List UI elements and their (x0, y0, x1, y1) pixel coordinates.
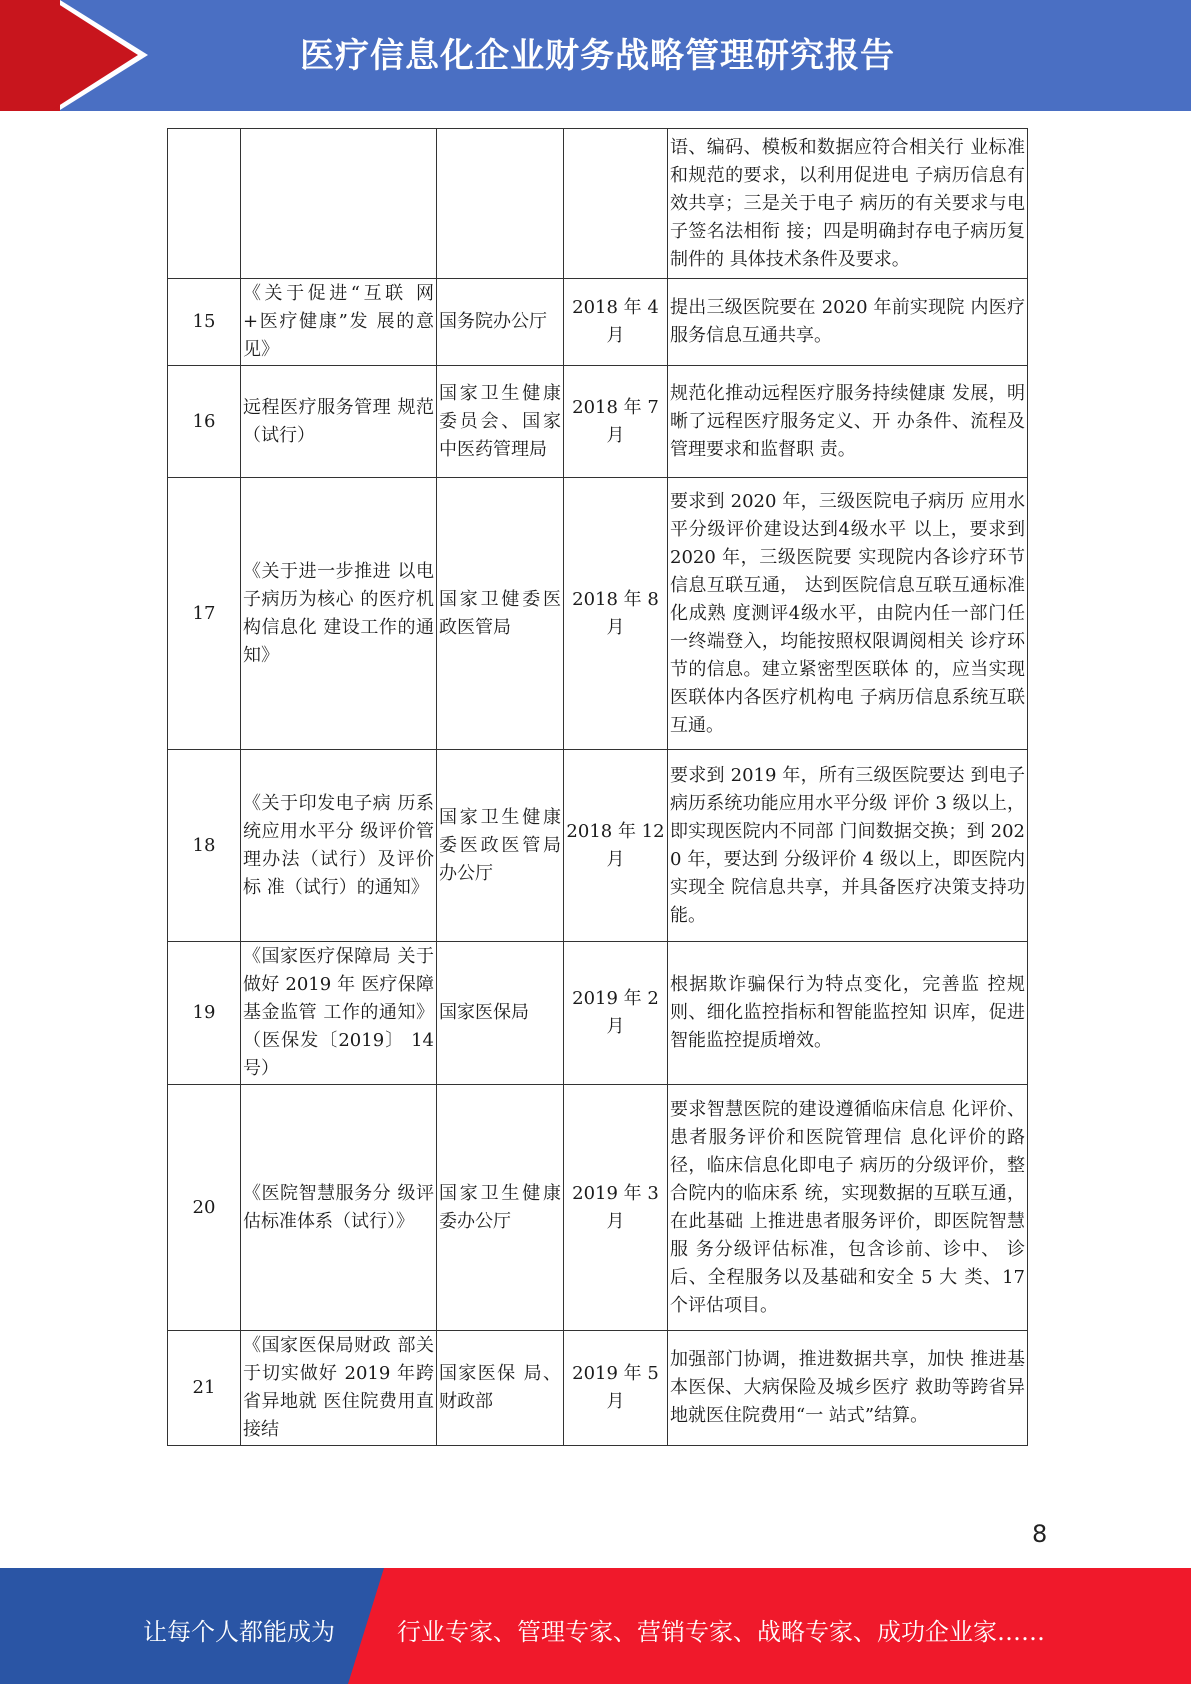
issue-date: 2018 年 12 月 (564, 750, 668, 942)
issue-date: 2019 年 5月 (564, 1331, 668, 1446)
issuing-org: 国家卫生健康委办公厅 (437, 1085, 564, 1331)
policy-name (241, 129, 437, 279)
row-number: 16 (168, 366, 241, 478)
row-number: 21 (168, 1331, 241, 1446)
issuing-org: 国务院办公厅 (437, 279, 564, 366)
table-row (168, 478, 1028, 750)
issue-date: 2019 年 2月 (564, 942, 668, 1085)
issuing-org: 国家医保局 (437, 942, 564, 1085)
table-row (168, 1085, 1028, 1331)
policy-description: 加强部门协调，推进数据共享，加快 推进基本医保、大病保险及城乡医疗 救助等跨省异地就医住院费用“一 站式”结算。 (668, 1331, 1028, 1446)
page-number: 8 (1032, 1520, 1048, 1548)
policy-name: 《医院智慧服务分 级评估标准体系（试行）》 (241, 1085, 437, 1331)
table-row (168, 750, 1028, 942)
row-number: 17 (168, 478, 241, 750)
policy-table (167, 128, 1028, 1446)
table-row (168, 942, 1028, 1085)
issue-date: 2018 年 7月 (564, 366, 668, 478)
table-row (168, 366, 1028, 478)
table-row (168, 129, 1028, 279)
policy-description: 要求智慧医院的建设遵循临床信息 化评价、患者服务评价和医院管理信 息化评价的路径，临床信息化即电子 病历的分级评价，整合院内的临床系 统，实现数据的互联互通，在此基础 上推进患者服务评价，即医院智慧服 务分级评估标准，包含诊前、诊中、 诊后、全程服务以及基础和安全 5 大 类、17 个评估项目。 (668, 1085, 1028, 1331)
policy-description: 规范化推动远程医疗服务持续健康 发展，明晰了远程医疗服务定义、开 办条件、流程及管理要求和监督职 责。 (668, 366, 1028, 478)
footer-blue-slant (348, 1568, 384, 1684)
footer-slogan-left: 让每个人都能成为 (143, 1618, 335, 1646)
table-row (168, 279, 1028, 366)
report-title: 医疗信息化企业财务战略管理研究报告 (300, 36, 895, 76)
policy-name: 《关于进一步推进 以电子病历为核心 的医疗机构信息化 建设工作的通知》 (241, 478, 437, 750)
row-number (168, 129, 241, 279)
page-header (0, 0, 1191, 111)
table-row (168, 1331, 1028, 1446)
policy-name: 《国家医疗保障局 关于做好 2019 年 医疗保障基金监管 工作的通知》（医保发〔2019〕 14 号） (241, 942, 437, 1085)
header-chevron-inner (52, 0, 138, 110)
policy-name: 远程医疗服务管理 规范（试行） (241, 366, 437, 478)
issuing-org: 国家卫生健康委员会、国家中医药管理局 (437, 366, 564, 478)
footer-slogan-right: 行业专家、管理专家、营销专家、战略专家、成功企业家…… (397, 1618, 1045, 1646)
issue-date: 2019 年 3月 (564, 1085, 668, 1331)
row-number: 18 (168, 750, 241, 942)
policy-description: 要求到 2020 年，三级医院电子病历 应用水平分级评价建设达到4级水平 以上，要求到 2020 年，三级医院要 实现院内各诊疗环节信息互联互通， 达到医院信息互联互通标准化成熟 度测评4级水平，由院内任一部门任 一终端登入，均能按照权限调阅相关 诊疗环节的信息。建立紧密型医联体 的，应当实现医联体内各医疗机构电 子病历信息系统互联互通。 (668, 478, 1028, 750)
row-number: 19 (168, 942, 241, 1085)
issuing-org: 国家卫生健康委医政医管局办公厅 (437, 750, 564, 942)
page-footer (0, 1568, 1191, 1684)
issuing-org: 国家卫健委医政医管局 (437, 478, 564, 750)
issue-date: 2018 年 4月 (564, 279, 668, 366)
policy-name: 《国家医保局财政 部关于切实做好 2019 年跨省异地就 医住院费用直接结 (241, 1331, 437, 1446)
row-number: 20 (168, 1085, 241, 1331)
policy-description: 根据欺诈骗保行为特点变化，完善监 控规则、细化监控指标和智能监控知 识库，促进智能监控提质增效。 (668, 942, 1028, 1085)
policy-description: 要求到 2019 年，所有三级医院要达 到电子病历系统功能应用水平分级 评价 3 级以上，即实现医院内不同部 门间数据交换；到 2020 年，要达到 分级评价 4 级以上，即医院内实现全 院信息共享，并具备医疗决策支持功 能。 (668, 750, 1028, 942)
issuing-org (437, 129, 564, 279)
header-red-accent (0, 0, 60, 111)
policy-description: 提出三级医院要在 2020 年前实现院 内医疗服务信息互通共享。 (668, 279, 1028, 366)
issue-date: 2018 年 8月 (564, 478, 668, 750)
issuing-org: 国家医保 局、财政部 (437, 1331, 564, 1446)
policy-name: 《关于促进“互联 网+医疗健康”发 展的意见》 (241, 279, 437, 366)
policy-name: 《关于印发电子病 历系统应用水平分 级评价管理办法（试行）及评价标 准（试行）的通知》 (241, 750, 437, 942)
policy-description: 语、编码、模板和数据应符合相关行 业标准和规范的要求，以利用促进电 子病历信息有效共享；三是关于电子 病历的有关要求与电子签名法相衔 接；四是明确封存电子病历复制件的 具体技术条件及要求。 (668, 129, 1028, 279)
issue-date (564, 129, 668, 279)
row-number: 15 (168, 279, 241, 366)
